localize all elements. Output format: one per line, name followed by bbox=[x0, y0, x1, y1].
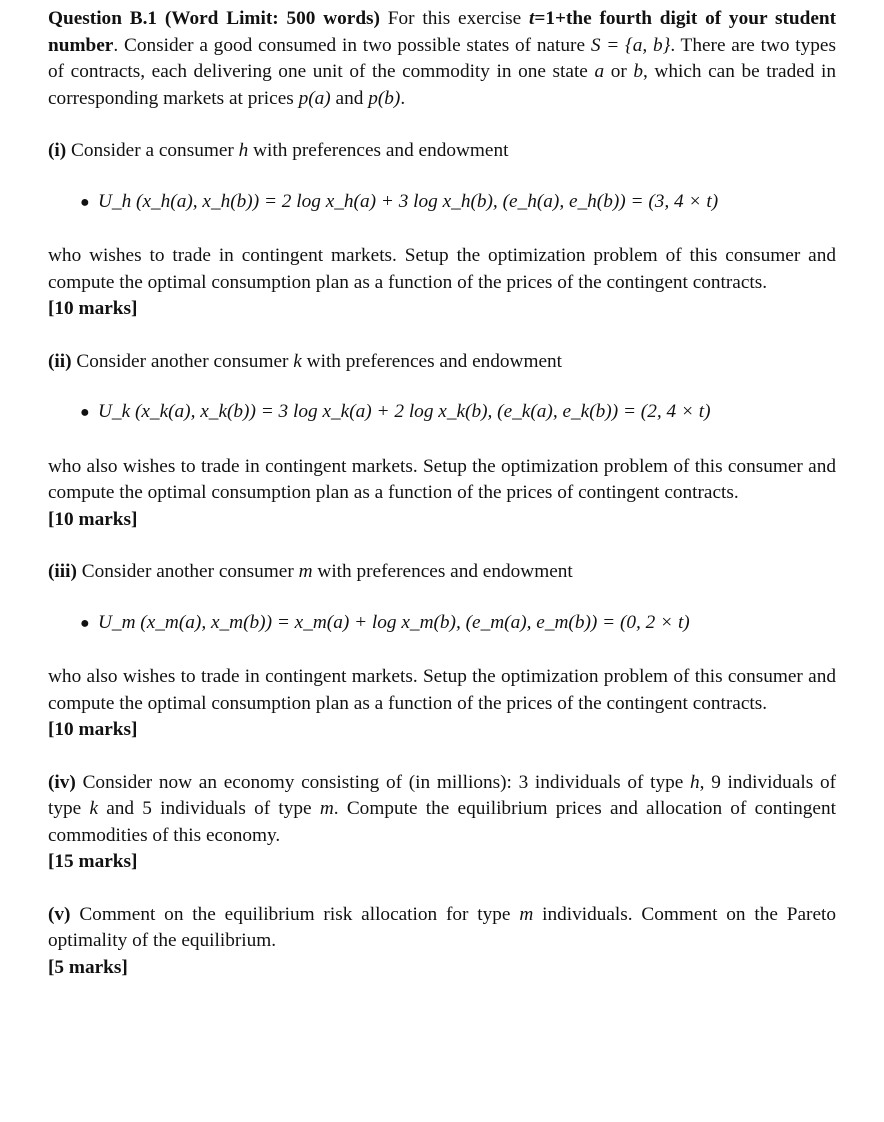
bullet-icon: ● bbox=[80, 193, 90, 211]
heading-pre: Consider a consumer bbox=[71, 140, 234, 161]
part-iv bbox=[48, 770, 836, 876]
part-ii bbox=[48, 349, 836, 534]
intro-rest: . Consider a good consumed in two possible states of nature bbox=[113, 34, 586, 56]
part-v-text bbox=[48, 902, 836, 955]
part-i bbox=[48, 138, 836, 323]
and-word: and bbox=[335, 87, 364, 109]
t-definition: =1+the fourth digit of your student number bbox=[48, 8, 837, 56]
heading-pre: Consider another consumer bbox=[76, 350, 289, 372]
part-label: (ii) bbox=[48, 350, 72, 372]
bullet-icon: ● bbox=[80, 614, 90, 632]
intro-tail-2: , which can be traded in corresponding markets at prices bbox=[48, 61, 837, 109]
utility-formula: U_k (x_k(a), x_k(b)) = 3 log x_k(a) + 2 log x_k(b), (e_k(a), e_k(b)) = (2, 4 × t) bbox=[98, 401, 711, 422]
agent-symbol: m bbox=[298, 561, 313, 582]
state-b: b bbox=[633, 61, 643, 82]
part-label: (v) bbox=[48, 903, 71, 925]
part-v-text-1: Comment on the equilibrium risk allocation for type bbox=[79, 903, 511, 925]
part-label: (i) bbox=[48, 140, 67, 161]
intro-prefix: For this exercise bbox=[387, 8, 522, 29]
formula-bullet bbox=[80, 189, 836, 217]
agent-symbol: k bbox=[293, 350, 302, 372]
agent-symbol: h bbox=[238, 140, 249, 161]
state-a: a bbox=[594, 61, 605, 82]
price-a: p(a) bbox=[298, 87, 331, 109]
part-heading bbox=[48, 349, 836, 376]
part-label: (iii) bbox=[48, 561, 77, 582]
agent-m: m bbox=[519, 903, 534, 925]
part-iii bbox=[48, 559, 836, 744]
formula-bullet bbox=[80, 610, 836, 638]
question-title: Question B.1 (Word Limit: 500 words) bbox=[48, 8, 380, 29]
agent-k: k bbox=[89, 798, 98, 819]
part-heading bbox=[48, 559, 836, 586]
marks-label: [10 marks] bbox=[48, 508, 138, 530]
intro-period: . bbox=[400, 87, 406, 109]
heading-post: with preferences and endowment bbox=[306, 350, 563, 372]
part-heading bbox=[48, 138, 836, 165]
utility-formula: U_h (x_h(a), x_h(b)) = 2 log x_h(a) + 3 log x_h(b), (e_h(a), e_h(b)) = (3, 4 × t) bbox=[98, 190, 719, 212]
part-iv-text-1: Consider now an economy consisting of (in millions): 3 individuals of type bbox=[82, 771, 684, 793]
heading-post: with preferences and endowment bbox=[253, 140, 509, 161]
intro-tail: . There are two types of contracts, each delivering one unit of the commodity in one state bbox=[48, 34, 836, 82]
exam-page bbox=[48, 6, 836, 1007]
part-body: who wishes to trade in contingent markets. Setup the optimization problem of this consumer and compute the optimal consumption plan as a function of the prices of the contingent contracts. bbox=[48, 245, 836, 293]
formula-bullet bbox=[80, 399, 836, 427]
part-label: (iv) bbox=[48, 771, 76, 793]
marks-label: [15 marks] bbox=[48, 851, 138, 872]
price-b: p(b) bbox=[368, 87, 401, 109]
states-expression: S = {a, b} bbox=[590, 34, 671, 56]
part-iv-text-3: and 5 individuals of type bbox=[106, 798, 312, 819]
bullet-icon: ● bbox=[80, 404, 90, 421]
question-intro bbox=[48, 6, 836, 112]
t-variable: t bbox=[529, 8, 535, 29]
marks-label: [10 marks] bbox=[48, 719, 138, 740]
agent-h: h bbox=[690, 771, 700, 793]
agent-m: m bbox=[319, 798, 334, 819]
part-body: who also wishes to trade in contingent markets. Setup the optimization problem of this consumer and compute the optimal consumption plan as a function of the prices of contingent contracts. bbox=[48, 455, 836, 503]
or-word: or bbox=[610, 61, 627, 82]
part-iv-text bbox=[48, 770, 836, 850]
part-iv-text-4: . Compute the equilibrium prices and allocation of contingent commodities of this economy. bbox=[48, 798, 836, 846]
part-v bbox=[48, 902, 836, 982]
part-iv-text-2: , 9 individuals of type bbox=[48, 771, 837, 819]
part-body: who also wishes to trade in contingent markets. Setup the optimization problem of this consumer and compute the optimal consumption plan as a function of the prices of the contingent contracts. bbox=[48, 666, 836, 714]
marks-label: [5 marks] bbox=[48, 956, 128, 978]
marks-label: [10 marks] bbox=[48, 298, 138, 319]
utility-formula: U_m (x_m(a), x_m(b)) = x_m(a) + log x_m(b), (e_m(a), e_m(b)) = (0, 2 × t) bbox=[98, 611, 690, 633]
heading-pre: Consider another consumer bbox=[81, 561, 294, 582]
heading-post: with preferences and endowment bbox=[317, 561, 573, 582]
part-v-text-2: individuals. Comment on the Pareto optimality of the equilibrium. bbox=[48, 903, 837, 951]
